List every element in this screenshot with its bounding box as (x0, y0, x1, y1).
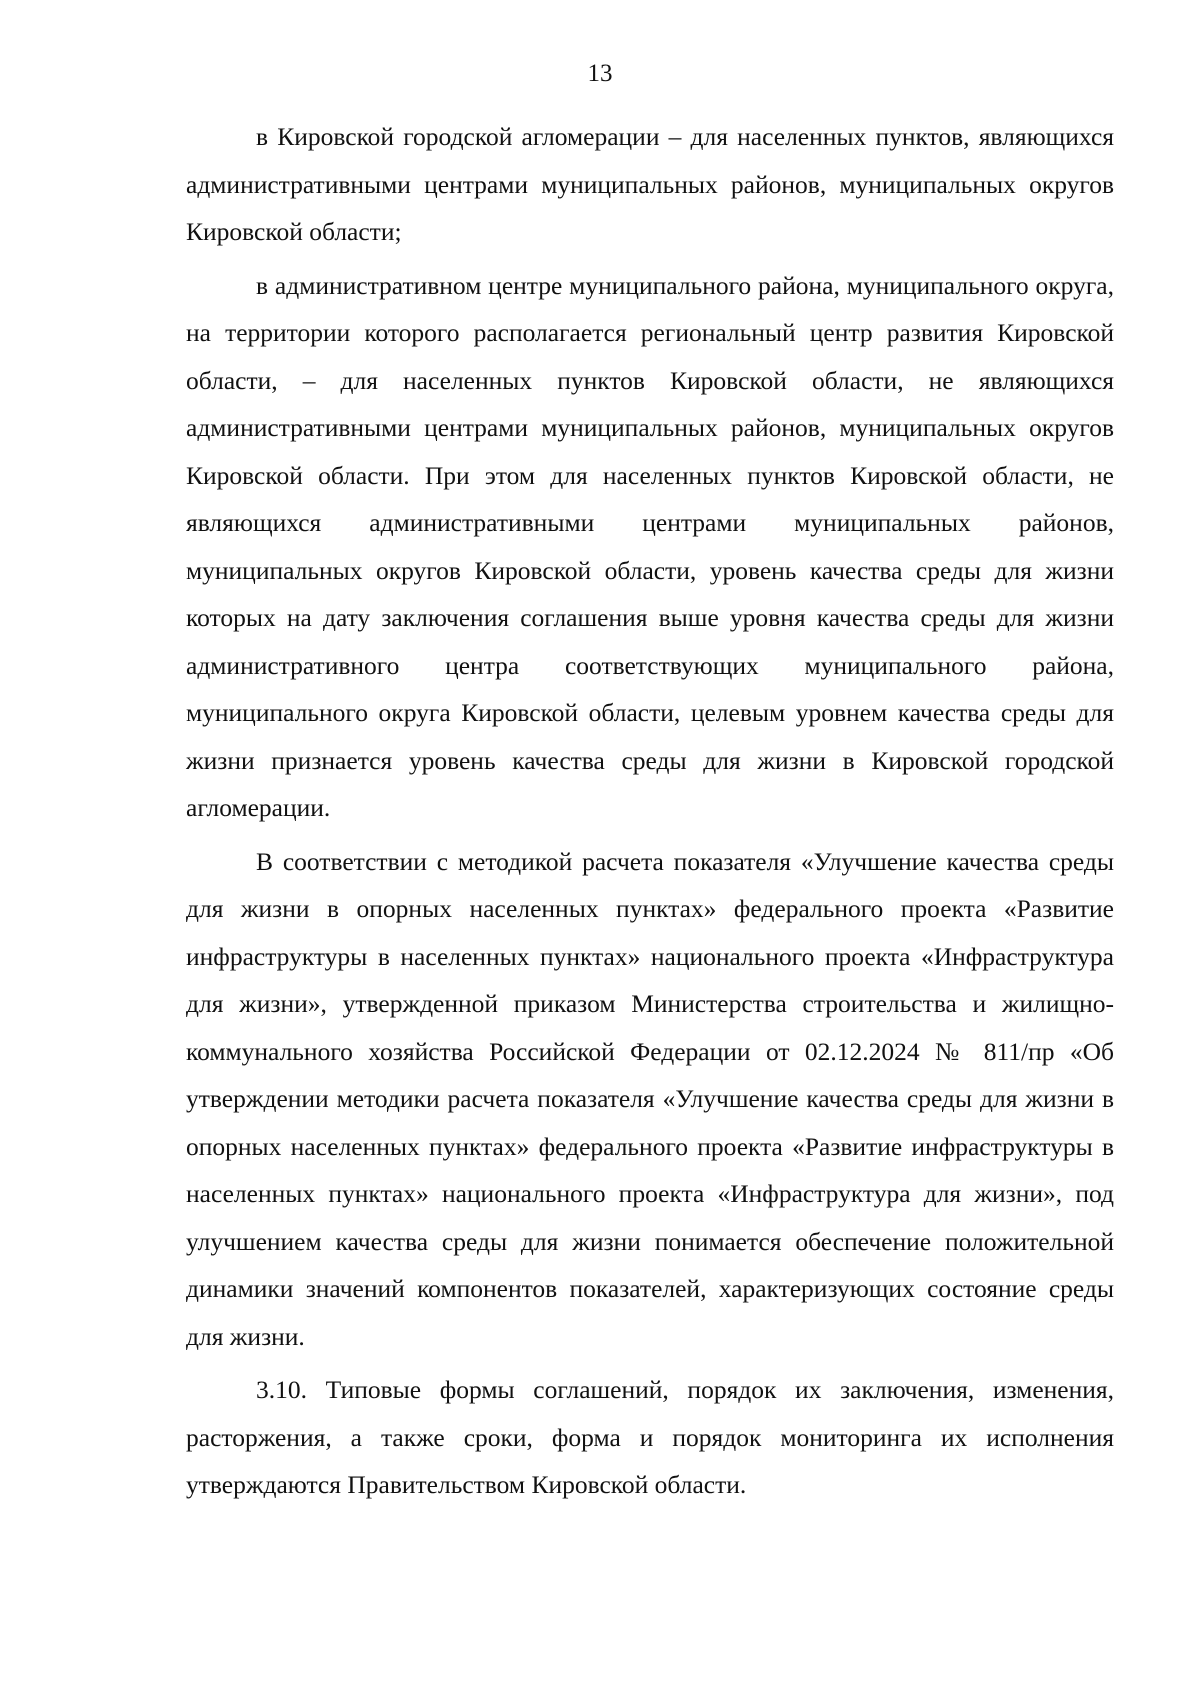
page-number: 13 (587, 60, 613, 87)
paragraph-agglomeration: в Кировской городской агломерации – для населенных пунктов, являющихся административными центрами муниципальных районов, муниципальных округов Кировской области; (186, 122, 1114, 246)
paragraph-methodology: В соответствии с методикой расчета показателя «Улучшение качества среды для жизни в опорных населенных пунктах» федерального проекта «Развитие инфраструктуры в населенных пунктах» национального проекта «Инфраструктура для жизни», утвержденной приказом Министерства строительства и жилищно-коммунального хозяйства Российской Федерации от 02.12.2024 № 811/пр «Об утверждении методики расчета показателя «Улучшение качества среды для жизни в опорных населенных пунктах» федерального проекта «Развитие инфраструктуры в населенных пунктах» национального проекта «Инфраструктура для жизни», под улучшением качества среды для жизни понимается обеспечение положительной динамики значений компонентов показателей, характеризующих состояние среды для жизни. (186, 846, 1114, 1351)
paragraph-administrative-center: в административном центре муниципального района, муниципального округа, на территории которого располагается региональный центр развития Кировской области, – для населенных пунктов Кировской области, не являющихся административными центрами муниципальных районов, муниципальных округов Кировской области. При этом для населенных пунктов Кировской области, не являющихся административными центрами муниципальных районов, муниципальных округов Кировской области, уровень качества среды для жизни которых на дату заключения соглашения выше уровня качества среды для жизни административного центра соответствующих муниципального района, муниципального округа Кировской области, целевым уровнем качества среды для жизни признается уровень качества среды для жизни в Кировской городской агломерации. (186, 270, 1114, 822)
document-body (186, 113, 1114, 1509)
paragraph-3-10: 3.10. Типовые формы соглашений, порядок их заключения, изменения, расторжения, а также сроки, форма и порядок мониторинга их исполнения утверждаются Правительством Кировской области. (186, 1375, 1114, 1499)
